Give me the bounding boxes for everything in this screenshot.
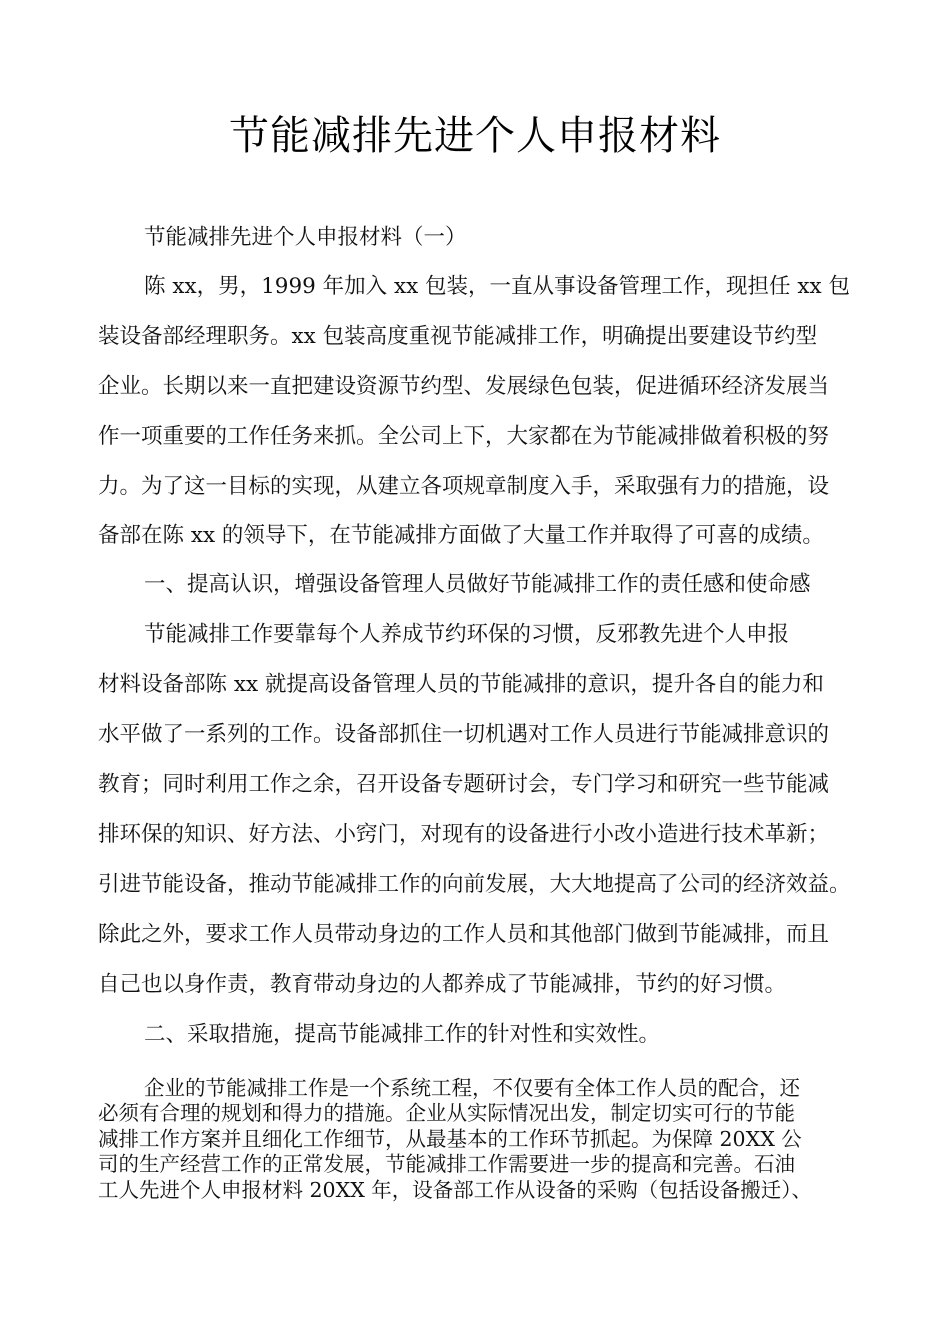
paragraph-line: 自己也以身作责，教育带动身边的人都养成了节能减排，节约的好习惯。 [98,972,787,997]
paragraph-line: 企业。长期以来一直把建设资源节约型、发展绿色包装，促进循环经济发展当 [98,374,830,399]
paragraph-line: 排环保的知识、好方法、小窍门，对现有的设备进行小改小造进行技术革新； [98,822,830,847]
paragraph-line: 减排工作方案并且细化工作细节，从最基本的工作环节抓起。为保障 20XX 公 [98,1127,802,1151]
paragraph-line: 教育；同时利用工作之余，召开设备专题研讨会，专门学习和研究一些节能减 [98,772,830,797]
paragraph-line: 企业的节能减排工作是一个系统工程，不仅要有全体工作人员的配合，还 [144,1076,800,1100]
paragraph-line: 装设备部经理职务。xx 包装高度重视节能减排工作，明确提出要建设节约型 [98,324,818,349]
section-heading: 一、提高认识，增强设备管理人员做好节能减排工作的责任感和使命感 [144,572,811,597]
paragraph-line: 节能减排工作要靠每个人养成节约环保的习惯，反邪教先进个人申报 [144,622,790,647]
paragraph-line: 司的生产经营工作的正常发展，节能减排工作需要进一步的提高和完善。石油 [98,1152,795,1176]
paragraph-line: 必须有合理的规划和得力的措施。企业从实际情况出发，制定切实可行的节能 [98,1101,795,1125]
paragraph-line: 备部在陈 xx 的领导下，在节能减排方面做了大量工作并取得了可喜的成绩。 [98,523,824,548]
subtitle-line: 节能减排先进个人申报材料（一） [144,225,467,250]
paragraph-line: 作一项重要的工作任务来抓。全公司上下，大家都在为节能减排做着积极的努 [98,424,830,449]
paragraph-line: 力。为了这一目标的实现，从建立各项规章制度入手，采取强有力的措施，设 [98,474,830,499]
paragraph-line: 除此之外，要求工作人员带动身边的工作人员和其他部门做到节能减排，而且 [98,922,830,947]
paragraph-line: 工人先进个人申报材料 20XX 年，设备部工作从设备的采购（包括设备搬迁）、 [98,1178,813,1202]
paragraph-line: 引进节能设备，推动节能减排工作的向前发展，大大地提高了公司的经济效益。 [98,872,851,897]
paragraph-line: 材料设备部陈 xx 就提高设备管理人员的节能减排的意识，提升各自的能力和 [98,672,824,697]
section-heading: 二、采取措施，提高节能减排工作的针对性和实效性。 [144,1022,661,1047]
paragraph-line: 陈 xx，男，1999 年加入 xx 包装，一直从事设备管理工作，现担任 xx 包 [144,274,850,299]
document-title: 节能减排先进个人申报材料 [229,113,721,159]
paragraph-line: 水平做了一系列的工作。设备部抓住一切机遇对工作人员进行节能减排意识的 [98,722,830,747]
